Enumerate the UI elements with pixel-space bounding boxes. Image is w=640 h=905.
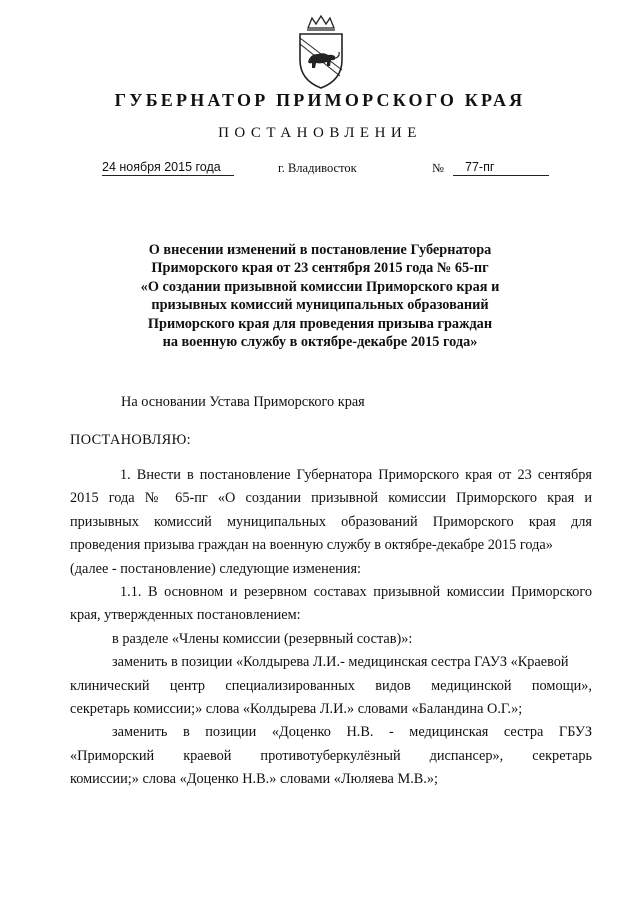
coat-of-arms-icon (290, 14, 352, 90)
title-line: О внесении изменений в постановление Губернатора (148, 242, 492, 258)
decree-word: ПОСТАНОВЛЯЮ: (70, 432, 192, 448)
document-body (70, 464, 592, 791)
body-line: (далее - постановление) следующие изменения: (70, 560, 361, 577)
body-line: призывных комиссий муниципальных образований Приморского края для (70, 513, 592, 530)
body-line: комиссии;» слова «Доценко Н.В.» словами «Люляева М.В.»; (70, 771, 438, 788)
body-line: 1. Внести в постановление Губернатора Приморского края от 23 сентября (120, 467, 592, 483)
body-line: проведения призыва граждан на военную службу в октябре-декабре 2015 года» (70, 537, 553, 554)
body-line: края, утвержденных постановлением: (70, 607, 301, 624)
body-line: 1.1. В основном и резервном составах призывной комиссии Приморского (120, 583, 592, 600)
document-title (100, 241, 540, 351)
body-line: в разделе «Члены комиссии (резервный состав)»: (112, 630, 413, 647)
title-line: Приморского края для проведения призыва граждан (147, 315, 493, 332)
title-line: Приморского края от 23 сентября 2015 года № 65-пг (151, 260, 489, 277)
body-line: клинический центр специализированных видов медицинской помощи», (70, 677, 592, 694)
title-line: «О создании призывной комиссии Приморского края и (140, 278, 500, 295)
document-date: 24 ноября 2015 года (102, 160, 234, 176)
issuing-authority: ГУБЕРНАТОР ПРИМОРСКОГО КРАЯ (114, 90, 526, 110)
document-number: 77-пг (453, 160, 549, 176)
title-line: призывных комиссий муниципальных образований (151, 297, 489, 314)
document-city: г. Владивосток (278, 161, 357, 175)
body-line: 2015 года № 65-пг «О создании призывной комиссии Приморского края и (70, 490, 592, 507)
document-type: ПОСТАНОВЛЕНИЕ (218, 125, 422, 141)
body-line: секретарь комиссии;» слова «Колдырева Л.И.» словами «Баландина О.Г.»; (70, 700, 523, 717)
legal-basis: На основании Устава Приморского края (121, 394, 365, 410)
number-sign: № (432, 161, 444, 175)
body-line: заменить в позиции «Доценко Н.В. - медицинская сестра ГБУЗ (112, 724, 592, 741)
body-line: «Приморский краевой противотуберкулёзный диспансер», секретарь (70, 747, 592, 764)
body-line: заменить в позиции «Колдырева Л.И.- медицинская сестра ГАУЗ «Краевой (112, 654, 569, 671)
title-line: на военную службу в октябре-декабре 2015 года» (162, 334, 478, 351)
